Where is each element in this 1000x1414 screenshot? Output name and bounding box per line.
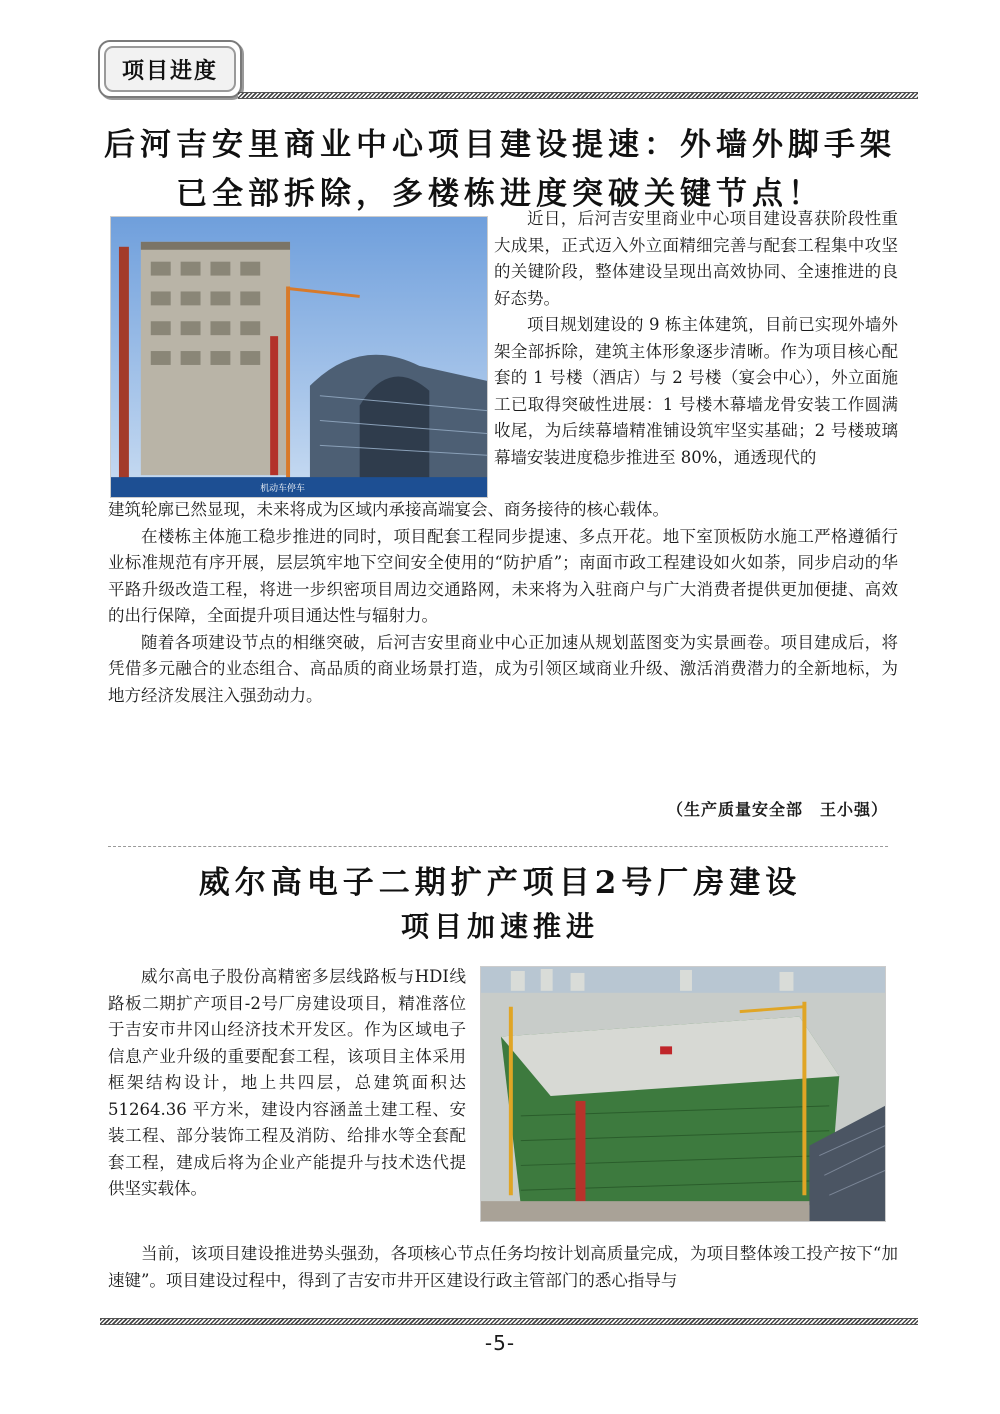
page-number: -5- (484, 1331, 516, 1355)
article2-title-line1: 威尔高电子二期扩产项目2号厂房建设 (198, 865, 802, 901)
article1-photo-building (110, 216, 488, 498)
header-rule (238, 92, 918, 99)
footer-rule (100, 1318, 918, 1325)
article1-paragraph-4: 随着各项建设节点的相继突破，后河吉安里商业中心正加速从规划蓝图变为实景画卷。项目建成后，将凭借多元融合的业态组合、高品质的商业场景打造，成为引领区域商业升级、激活消费潜力的全新地标，为地方经济发展注入强劲动力。 (108, 632, 898, 705)
article1-title-line2: 已全部拆除，多楼栋进度突破关键节点！ (176, 176, 824, 212)
section-tab (98, 40, 242, 98)
article1-paragraph-2: 项目规划建设的 9 栋主体建筑，目前已实现外墙外架全部拆除，建筑主体形象逐步清晰。作为项目核心配套的 1 号楼（酒店）与 2 号楼（宴会中心），外立面施工已取得突破性进展：1 号楼木幕墙龙骨安装工作圆满收尾，为后续幕墙精准铺设筑牢坚实基础；2 号楼玻璃幕墙安装进度稳步推进至 80%，通透现代的 (494, 315, 898, 467)
article1-body-column (494, 206, 898, 471)
article1-title-line1: 后河吉安里商业中心项目建设提速：外墙外脚手架 (104, 127, 896, 163)
article2-body-full (108, 1241, 898, 1294)
article2-title-line2: 项目加速推进 (400, 910, 599, 943)
article-divider (108, 846, 888, 847)
article2-photo-factory (480, 966, 886, 1222)
section-tab-label: 项目进度 (104, 46, 236, 92)
article2-body-column (108, 964, 466, 1203)
article1-paragraph-3: 在楼栋主体施工稳步推进的同时，项目配套工程同步提速、多点开花。地下室顶板防水施工严格遵循行业标准规范有序开展，层层筑牢地下空间安全使用的“防护盾”；南面市政工程建设如火如荼，同步启动的华平路升级改造工程，将进一步织密项目周边交通路网，未来将为入驻商户与广大消费者提供更加便捷、高效的出行保障，全面提升项目通达性与辐射力。 (108, 526, 898, 625)
article1-paragraph-1: 近日，后河吉安里商业中心项目建设喜获阶段性重大成果，正式迈入外立面精细完善与配套工程集中攻坚的关键阶段，整体建设呈现出高效协同、全速推进的良好态势。 (494, 209, 898, 308)
article1-byline: （生产质量安全部 王小强） (666, 800, 888, 819)
photo-banner-text: 机动车停车 (260, 484, 305, 495)
article2-paragraph-1: 威尔高电子股份高精密多层线路板与HDI线路板二期扩产项目-2号厂房建设项目，精准落位于吉安市井冈山经济技术开发区。作为区域电子信息产业升级的重要配套工程，该项目主体采用框架结构设计，地上共四层，总建筑面积达 51264.36 平方米，建设内容涵盖土建工程、安装工程、部分装饰工程及消防、给排水等全套配套工程，建成后将为企业产能提升与技术迭代提供坚实载体。 (108, 967, 466, 1198)
article2-paragraph-2: 当前，该项目建设推进势头强劲，各项核心节点任务均按计划高质量完成，为项目整体竣工投产按下“加速键”。项目建设过程中，得到了吉安市井开区建设行政主管部门的悉心指导与 (108, 1244, 898, 1290)
article1-body-full (108, 497, 898, 709)
article1-paragraph-2-continued: 建筑轮廓已然显现，未来将成为区域内承接高端宴会、商务接待的核心载体。 (108, 500, 669, 519)
